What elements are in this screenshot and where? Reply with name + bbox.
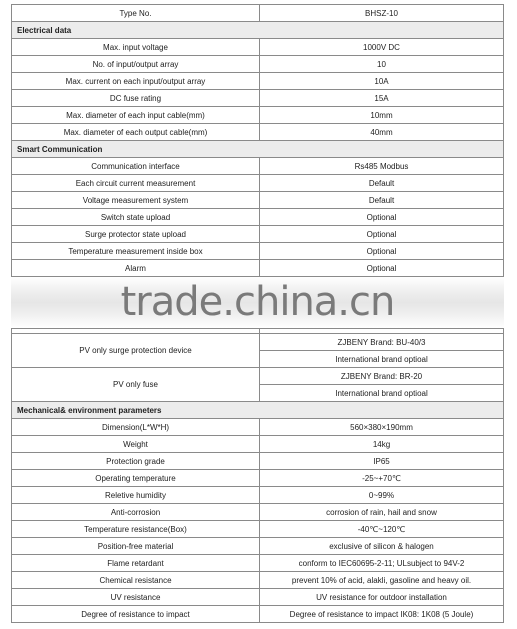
row-value: corrosion of rain, hail and snow: [260, 504, 504, 521]
row-label: Switch state upload: [12, 209, 260, 226]
row-label: Communication interface: [12, 158, 260, 175]
row-label: Temperature measurement inside box: [12, 243, 260, 260]
row-label: Chemical resistance: [12, 572, 260, 589]
table-row: [12, 487, 504, 504]
row-value: 15A: [260, 90, 504, 107]
row-label: Anti-corrosion: [12, 504, 260, 521]
table-row: [12, 39, 504, 56]
row-label: PV only surge protection device: [12, 334, 260, 368]
row-label: Alarm: [12, 260, 260, 277]
table-row: [12, 260, 504, 277]
row-label: Flame retardant: [12, 555, 260, 572]
table-row: [12, 504, 504, 521]
table-row: [12, 538, 504, 555]
row-value: 10mm: [260, 107, 504, 124]
table-row: [12, 453, 504, 470]
table-row: [12, 470, 504, 487]
row-value: Optional: [260, 226, 504, 243]
table-row: [12, 209, 504, 226]
row-label: Surge protector state upload: [12, 226, 260, 243]
spec-table-top: [11, 4, 504, 277]
row-label: Position-free material: [12, 538, 260, 555]
row-value: International brand optioal: [260, 351, 504, 368]
row-value: Degree of resistance to impact IK08: 1K08 (5 Joule): [260, 606, 504, 623]
row-label: Max. current on each input/output array: [12, 73, 260, 90]
spec-sheet: [11, 4, 504, 623]
row-label: UV resistance: [12, 589, 260, 606]
section-row-mechanical: [12, 402, 504, 419]
row-value: Rs485 Modbus: [260, 158, 504, 175]
row-value: Optional: [260, 209, 504, 226]
table-row: [12, 606, 504, 623]
table-row: [12, 436, 504, 453]
row-value: exclusive of silicon & halogen: [260, 538, 504, 555]
row-value: Optional: [260, 243, 504, 260]
spec-table-bottom: [11, 328, 504, 623]
row-value: 560×380×190mm: [260, 419, 504, 436]
table-row: [12, 56, 504, 73]
row-value: 1000V DC: [260, 39, 504, 56]
row-label: PV only fuse: [12, 368, 260, 402]
row-value: -25~+70℃: [260, 470, 504, 487]
table-row: [12, 521, 504, 538]
row-label: Voltage measurement system: [12, 192, 260, 209]
row-value: 0~99%: [260, 487, 504, 504]
watermark-text: trade.china.cn: [120, 279, 395, 325]
table-row: [12, 175, 504, 192]
row-value: ZJBENY Brand: BR-20: [260, 368, 504, 385]
table-row: [12, 368, 504, 385]
row-label: Operating temperature: [12, 470, 260, 487]
row-value: 10: [260, 56, 504, 73]
table-row: [12, 419, 504, 436]
section-row-electrical: [12, 22, 504, 39]
table-row: [12, 555, 504, 572]
table-row: [12, 589, 504, 606]
row-value: UV resistance for outdoor installation: [260, 589, 504, 606]
row-label: Max. diameter of each input cable(mm): [12, 107, 260, 124]
row-value: IP65: [260, 453, 504, 470]
table-row-type-no: [12, 5, 504, 22]
row-label: Protection grade: [12, 453, 260, 470]
row-value: Default: [260, 175, 504, 192]
section-title-communication: Smart Communication: [12, 141, 504, 158]
watermark-band: [11, 277, 504, 328]
section-title-electrical: Electrical data: [12, 22, 504, 39]
row-label: Weight: [12, 436, 260, 453]
table-row: [12, 73, 504, 90]
table-row: [12, 90, 504, 107]
row-value: 14kg: [260, 436, 504, 453]
row-label: DC fuse rating: [12, 90, 260, 107]
row-value: -40℃~120℃: [260, 521, 504, 538]
row-label: No. of input/output array: [12, 56, 260, 73]
row-label: Max. input voltage: [12, 39, 260, 56]
row-value: conform to IEC60695-2-11; ULsubject to 94V-2: [260, 555, 504, 572]
table-row: [12, 226, 504, 243]
row-value: Optional: [260, 260, 504, 277]
row-value: 40mm: [260, 124, 504, 141]
section-row-communication: [12, 141, 504, 158]
row-value: 10A: [260, 73, 504, 90]
row-label: Reletive humidity: [12, 487, 260, 504]
row-label: Temperature resistance(Box): [12, 521, 260, 538]
section-title-mechanical: Mechanical& environment parameters: [12, 402, 504, 419]
type-no-value: BHSZ-10: [260, 5, 504, 22]
type-no-label: Type No.: [12, 5, 260, 22]
table-row: [12, 124, 504, 141]
row-label: Dimension(L*W*H): [12, 419, 260, 436]
table-row: [12, 192, 504, 209]
row-label: Each circuit current measurement: [12, 175, 260, 192]
table-row: [12, 158, 504, 175]
table-row: [12, 572, 504, 589]
row-value: International brand optioal: [260, 385, 504, 402]
row-value: ZJBENY Brand: BU-40/3: [260, 334, 504, 351]
table-row: [12, 334, 504, 351]
row-label: Degree of resistance to impact: [12, 606, 260, 623]
row-label: Max. diameter of each output cable(mm): [12, 124, 260, 141]
table-row: [12, 107, 504, 124]
row-value: Default: [260, 192, 504, 209]
row-value: prevent 10% of acid, alakli, gasoline and heavy oil.: [260, 572, 504, 589]
table-row: [12, 243, 504, 260]
